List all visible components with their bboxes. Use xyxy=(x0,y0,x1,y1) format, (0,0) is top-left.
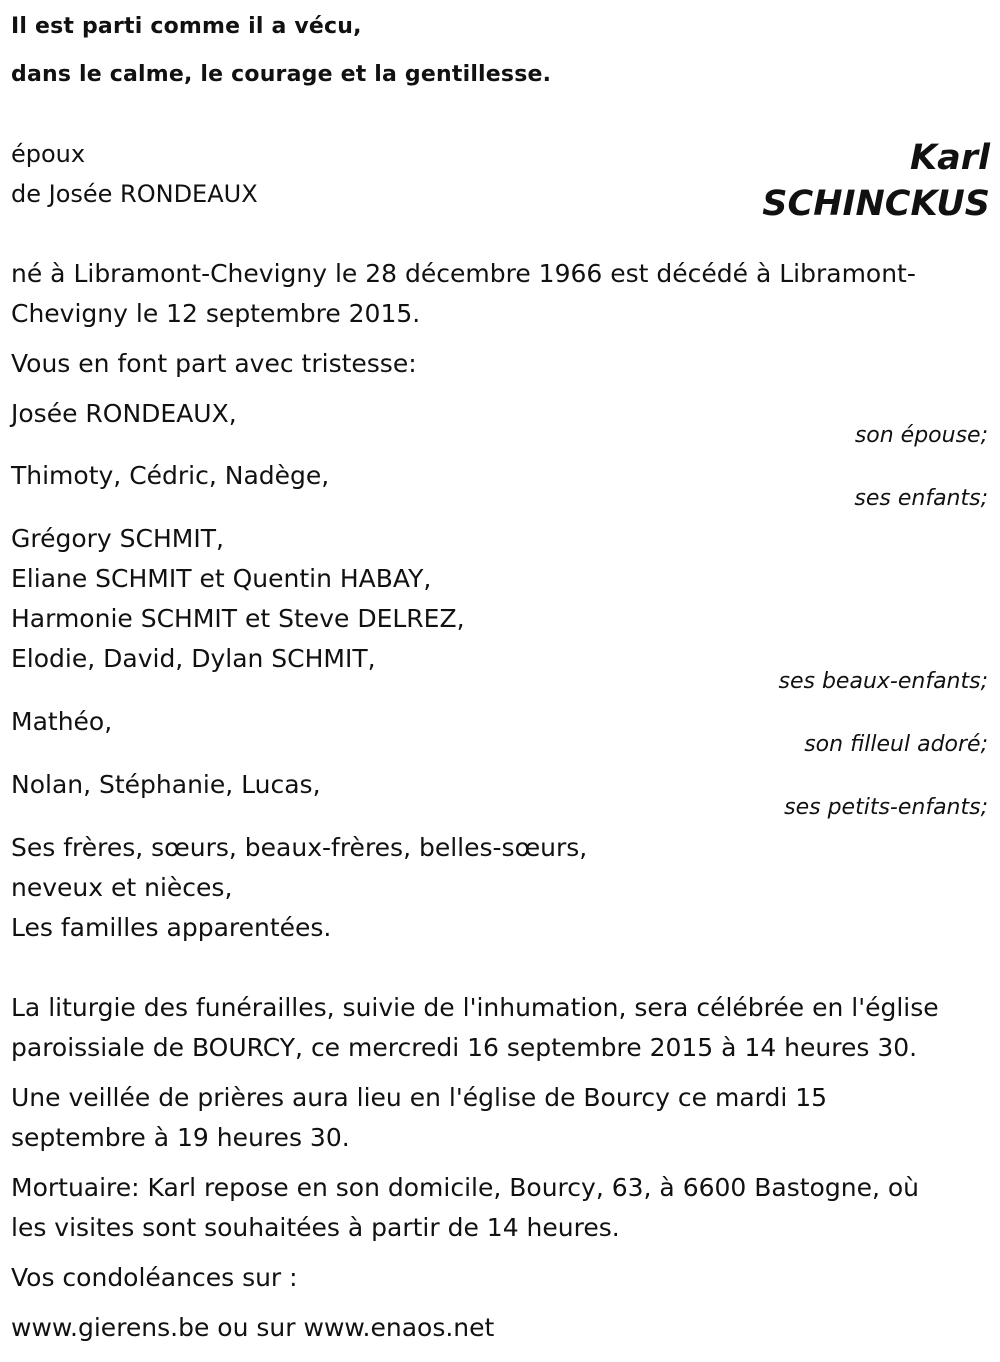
funeral-line-1: La liturgie des funérailles, suivie de l'inhumation, sera célébrée en l'église xyxy=(11,993,939,1022)
condolences-label: Vos condoléances sur : xyxy=(11,1263,298,1292)
funeral-line-2: paroissiale de BOURCY, ce mercredi 16 septembre 2015 à 14 heures 30. xyxy=(11,1033,918,1062)
family-name: Josée RONDEAUX, xyxy=(11,399,237,428)
family-name: Thimoty, Cédric, Nadège, xyxy=(11,461,330,490)
mortuary-line-1: Mortuaire: Karl repose en son domicile, Bourcy, 63, à 6600 Bastogne, où xyxy=(11,1173,919,1202)
spouse-name: de Josée RONDEAUX xyxy=(11,180,258,208)
family-relation: ses petits-enfants; xyxy=(784,795,988,820)
relatives-line: neveux et nièces, xyxy=(11,873,233,902)
condolences-sites: www.gierens.be ou sur www.enaos.net xyxy=(11,1313,495,1342)
vigil-line-2: septembre à 19 heures 30. xyxy=(11,1123,350,1152)
birth-death-line-1: né à Libramont-Chevigny le 28 décembre 1966 est décédé à Libramont- xyxy=(11,259,916,288)
mortuary-line-2: les visites sont souhaitées à partir de 14 heures. xyxy=(11,1213,620,1242)
family-name: Eliane SCHMIT et Quentin HABAY, xyxy=(11,564,432,593)
vigil-line-1: Une veillée de prières aura lieu en l'église de Bourcy ce mardi 15 xyxy=(11,1083,828,1112)
family-name: Mathéo, xyxy=(11,707,113,736)
spouse-label: époux xyxy=(11,140,86,168)
family-relation: ses beaux-enfants; xyxy=(778,669,988,694)
family-relation: son épouse; xyxy=(854,423,988,448)
family-name: Nolan, Stéphanie, Lucas, xyxy=(11,770,321,799)
family-name: Grégory SCHMIT, xyxy=(11,524,224,553)
deceased-first-name: Karl xyxy=(910,138,990,178)
birth-death-line-2: Chevigny le 12 septembre 2015. xyxy=(11,299,421,328)
quote-line-2: dans le calme, le courage et la gentillesse. xyxy=(11,62,552,87)
family-name: Elodie, David, Dylan SCHMIT, xyxy=(11,644,376,673)
relatives-line: Ses frères, sœurs, beaux-frères, belles-sœurs, xyxy=(11,833,588,862)
family-relation: son filleul adoré; xyxy=(804,732,988,757)
family-relation: ses enfants; xyxy=(854,486,988,511)
announcement: Vous en font part avec tristesse: xyxy=(11,349,417,378)
relatives-line: Les familles apparentées. xyxy=(11,913,332,942)
family-name: Harmonie SCHMIT et Steve DELREZ, xyxy=(11,604,465,633)
quote-line-1: Il est parti comme il a vécu, xyxy=(11,14,362,39)
deceased-last-name: SCHINCKUS xyxy=(762,184,990,224)
